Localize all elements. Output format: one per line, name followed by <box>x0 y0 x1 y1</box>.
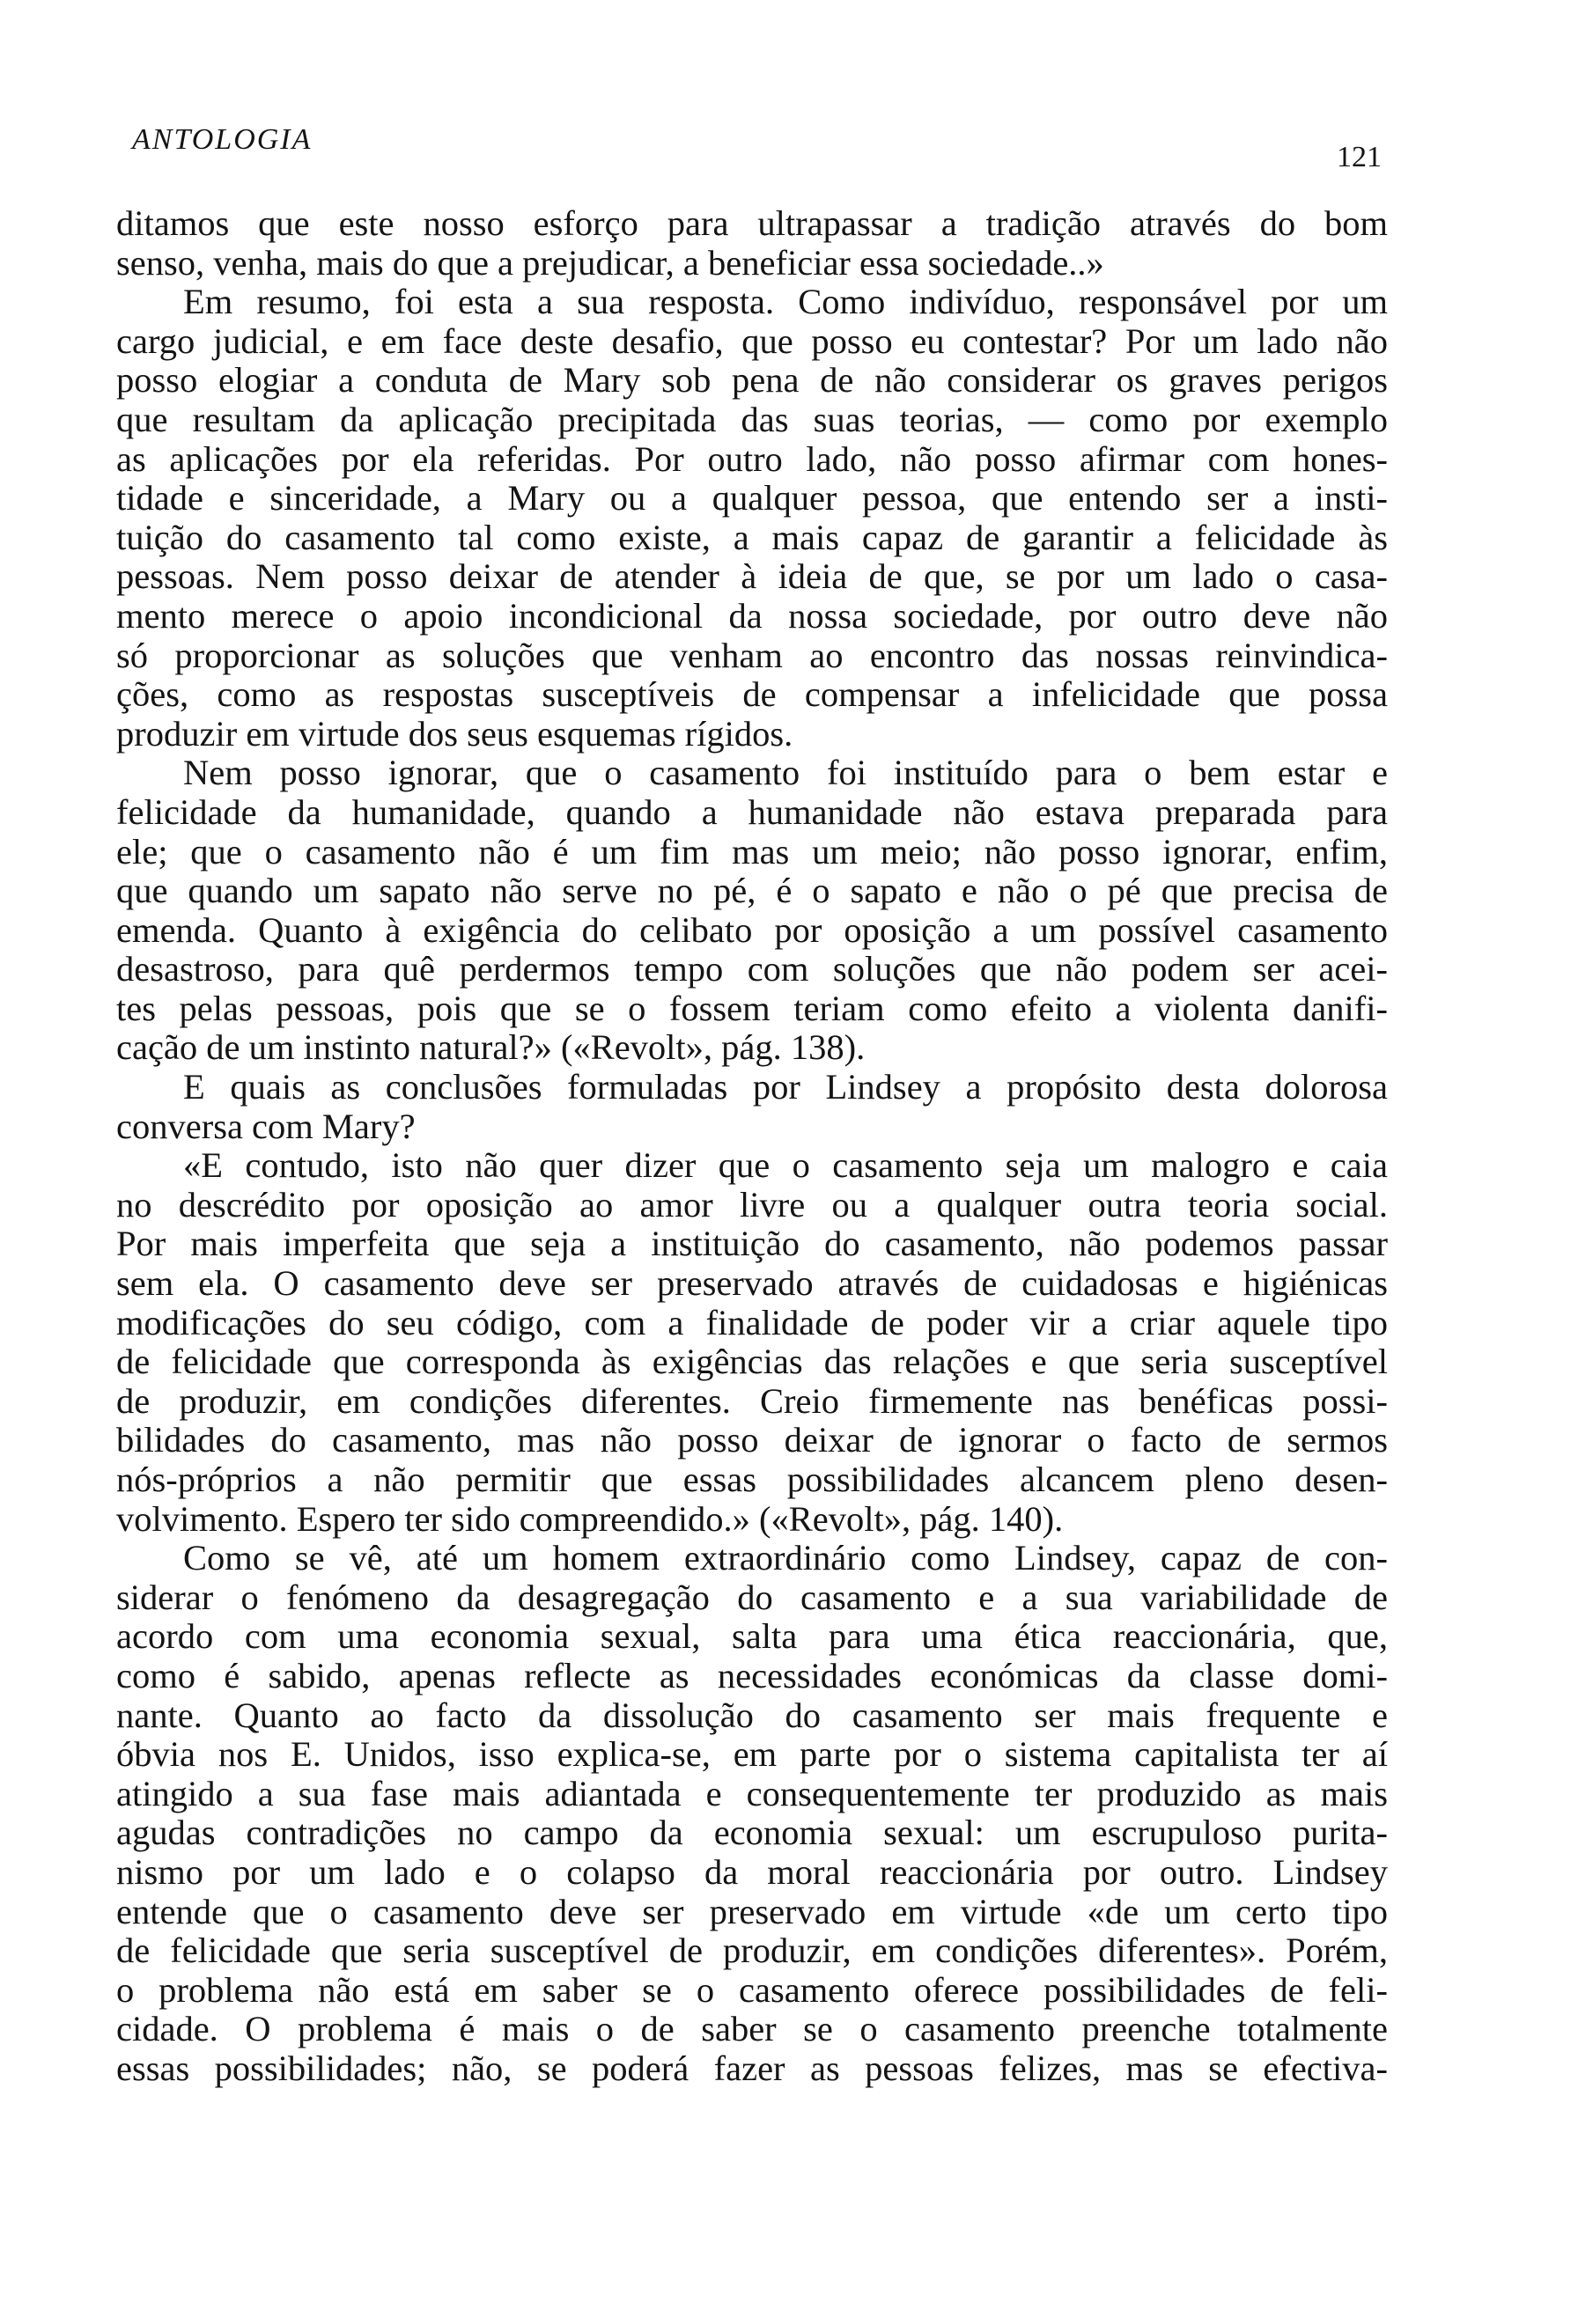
text-line: entende que o casamento deve ser preservado em virtude «de um certo tipo <box>116 1891 1388 1931</box>
text-line: siderar o fenómeno da desagregação do casamento e a sua variabilidade de <box>116 1577 1388 1617</box>
text-line: acordo com uma economia sexual, salta para uma ética reaccionária, que, <box>116 1616 1388 1657</box>
text-line: produzir em virtude dos seus esquemas rígidos. <box>116 713 793 754</box>
text-line: ele; que o casamento não é um fim mas um meio; não posso ignorar, enfim, <box>116 831 1388 872</box>
text-line: óbvia nos E. Unidos, isso explica-se, em parte por o sistema capitalista ter aí <box>116 1734 1388 1775</box>
text-line: cação de um instinto natural?» («Revolt», pág. 138). <box>116 1027 866 1068</box>
text-line: E quais as conclusões formuladas por Lindsey a propósito desta dolorosa <box>183 1067 1388 1107</box>
text-line: ções, como as respostas susceptíveis de compensar a infelicidade que possa <box>116 674 1388 715</box>
text-line: só proporcionar as soluções que venham ao encontro das nossas reinvindica- <box>116 635 1388 675</box>
text-line: que resultam da aplicação precipitada das suas teorias, — como por exemplo <box>116 399 1388 439</box>
text-line: essas possibilidades; não, se poderá fazer as pessoas felizes, mas se efectiva- <box>116 2048 1388 2088</box>
text-line: bilidades do casamento, mas não posso deixar de ignorar o facto de sermos <box>116 1420 1388 1460</box>
text-line: volvimento. Espero ter sido compreendido.» («Revolt», pág. 140). <box>116 1498 1064 1539</box>
text-line: posso elogiar a conduta de Mary sob pena de não considerar os graves perigos <box>116 360 1388 401</box>
text-line: felicidade da humanidade, quando a humanidade não estava preparada para <box>116 791 1388 832</box>
text-line: as aplicações por ela referidas. Por outro lado, não posso afirmar com hones- <box>116 438 1388 479</box>
text-line: o problema não está em saber se o casamento oferece possibilidades de feli- <box>116 1969 1388 2010</box>
text-line: como é sabido, apenas reflecte as necessidades económicas da classe domi- <box>116 1655 1388 1695</box>
text-line: mento merece o apoio incondicional da nossa sociedade, por outro deve não <box>116 595 1388 636</box>
text-line: tes pelas pessoas, pois que se o fossem teriam como efeito a violenta danifi- <box>116 988 1388 1028</box>
text-line: nós-próprios a não permitir que essas possibilidades alcancem pleno desen- <box>116 1460 1388 1499</box>
text-line: nismo por um lado e o colapso da moral reaccionária por outro. Lindsey <box>116 1851 1388 1892</box>
text-line: Por mais imperfeita que seja a instituição do casamento, não podemos passar <box>116 1224 1388 1264</box>
text-line: agudas contradições no campo da economia sexual: um escrupuloso purita- <box>116 1813 1388 1853</box>
text-line: Em resumo, foi esta a sua resposta. Como indivíduo, responsável por um <box>183 282 1388 322</box>
text-line: de felicidade que corresponda às exigências das relações e que seria susceptível <box>116 1342 1388 1382</box>
text-line: de felicidade que seria susceptível de produzir, em condições diferentes». Porém, <box>116 1931 1388 1971</box>
text-line: senso, venha, mais do que a prejudicar, a beneficiar essa sociedade..» <box>116 242 1104 283</box>
text-line: Nem posso ignorar, que o casamento foi instituído para o bem estar e <box>183 753 1388 793</box>
text-line: emenda. Quanto à exigência do celibato por oposição a um possível casamento <box>116 909 1388 950</box>
text-line: sem ela. O casamento deve ser preservado através de cuidadosas e higiénicas <box>116 1263 1388 1304</box>
text-line: «E contudo, isto não quer dizer que o casamento seja um malogro e caia <box>183 1145 1388 1186</box>
text-line: nante. Quanto ao facto da dissolução do casamento ser mais frequente e <box>116 1695 1388 1735</box>
text-line: conversa com Mary? <box>116 1106 416 1146</box>
running-head: ANTOLOGIA <box>132 123 313 156</box>
text-line: de produzir, em condições diferentes. Creio firmemente nas benéficas possi- <box>116 1380 1388 1421</box>
text-line: tuição do casamento tal como existe, a mais capaz de garantir a felicidade às <box>116 517 1388 557</box>
text-line: modificações do seu código, com a finalidade de poder vir a criar aquele tipo <box>116 1302 1388 1342</box>
text-line: ditamos que este nosso esforço para ultrapassar a tradição através do bom <box>116 203 1388 243</box>
text-line: atingido a sua fase mais adiantada e consequentemente ter produzido as mais <box>116 1773 1388 1813</box>
text-line: pessoas. Nem posso deixar de atender à ideia de que, se por um lado o casa- <box>116 556 1388 597</box>
text-line: Como se vê, até um homem extraordinário como Lindsey, capaz de con- <box>183 1538 1388 1578</box>
text-line: cidade. O problema é mais o de saber se o casamento preenche totalmente <box>116 2009 1388 2049</box>
page-number: 121 <box>1337 141 1382 173</box>
text-line: tidade e sinceridade, a Mary ou a qualquer pessoa, que entendo ser a insti- <box>116 478 1388 518</box>
text-line: cargo judicial, e em face deste desafio, que posso eu contestar? Por um lado não <box>116 320 1388 361</box>
body-text <box>116 204 1388 2089</box>
text-line: que quando um sapato não serve no pé, é o sapato e não o pé que precisa de <box>116 871 1388 911</box>
text-line: desastroso, para quê perdermos tempo com soluções que não podem ser acei- <box>116 949 1388 989</box>
text-line: no descrédito por oposição ao amor livre ou a qualquer outra teoria social. <box>116 1184 1388 1225</box>
